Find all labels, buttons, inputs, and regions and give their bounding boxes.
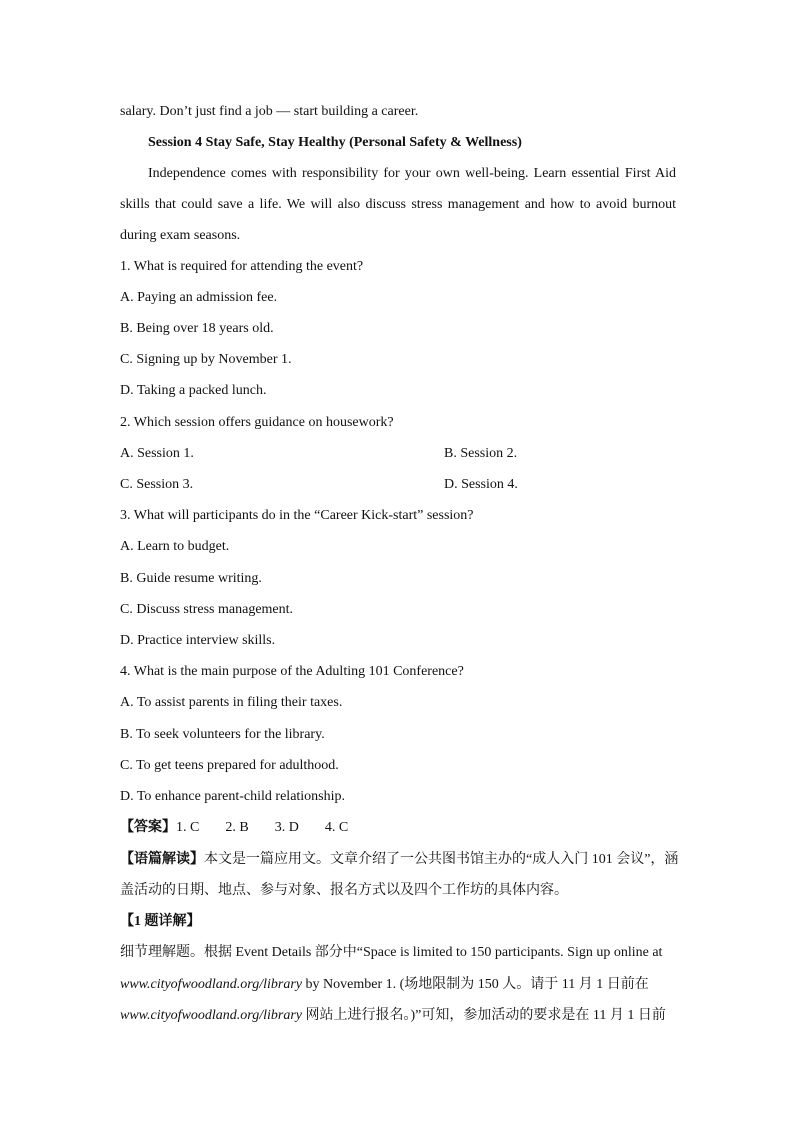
session4-text-line: skills that could save a life. We will also discuss stress management and how to avoid burnout xyxy=(120,197,676,212)
question-stem: 2. Which session offers guidance on housework? xyxy=(120,415,394,430)
interpretation-line xyxy=(120,850,679,870)
answer-key xyxy=(120,818,676,838)
detail-text-line: 细节理解题。根据 Event Details 部分中“Space is limited to 150 participants. Sign up online at xyxy=(120,945,663,960)
option-b: B. Guide resume writing. xyxy=(120,571,262,586)
option-a: A. Paying an admission fee. xyxy=(120,290,278,305)
session4-heading: Session 4 Stay Safe, Stay Healthy (Personal Safety & Wellness) xyxy=(148,135,522,150)
session4-text-line: Independence comes with responsibility for your own well-being. Learn essential First Aid xyxy=(148,166,676,181)
detail-text: 网站上进行报名。)”可知，参加活动的要求是在 11 月 1 日前 xyxy=(302,1008,666,1023)
option-d: D. Practice interview skills. xyxy=(120,633,276,648)
intro-tail-text: salary. Don’t just find a job — start building a career. xyxy=(120,104,419,119)
question-stem: 1. What is required for attending the event? xyxy=(120,259,364,274)
option-row xyxy=(120,444,676,464)
option-a: A. Session 1. xyxy=(120,446,194,461)
session4-text-line: during exam seasons. xyxy=(120,228,241,243)
library-url-link: www.cityofwoodland.org/library xyxy=(120,1008,303,1023)
option-b: B. To seek volunteers for the library. xyxy=(120,727,325,742)
option-d: D. To enhance parent-child relationship. xyxy=(120,789,346,804)
option-b: B. Session 2. xyxy=(444,446,518,461)
option-row xyxy=(120,475,676,495)
option-a: A. Learn to budget. xyxy=(120,539,230,554)
option-c: C. Discuss stress management. xyxy=(120,602,294,617)
interpretation-text: 盖活动的日期、地点、参与对象、报名方式以及四个工作坊的具体内容。 xyxy=(120,883,568,898)
option-c: C. Signing up by November 1. xyxy=(120,352,292,367)
interpretation-label: 【语篇解读】 xyxy=(120,852,204,867)
option-d: D. Session 4. xyxy=(444,477,518,492)
interpretation-text: 本文是一篇应用文。文章介绍了一公共图书馆主办的“成人入门 101 会议”，涵 xyxy=(204,852,679,867)
answer-label: 【答案】 xyxy=(120,820,176,835)
library-url-link: www.cityofwoodland.org/library xyxy=(120,977,303,992)
detail-text-line xyxy=(120,1006,676,1026)
detail-label: 【1 题详解】 xyxy=(120,914,201,929)
option-d: D. Taking a packed lunch. xyxy=(120,383,267,398)
answer-item: 2. B xyxy=(225,820,249,835)
detail-text-line xyxy=(120,975,676,995)
option-c: C. Session 3. xyxy=(120,477,194,492)
question-stem: 3. What will participants do in the “Career Kick-start” session? xyxy=(120,508,474,523)
option-b: B. Being over 18 years old. xyxy=(120,321,274,336)
answer-item: 1. C xyxy=(176,820,200,835)
option-a: A. To assist parents in filing their taxes. xyxy=(120,695,343,710)
answer-item: 3. D xyxy=(274,820,299,835)
answer-item: 4. C xyxy=(324,820,349,835)
question-stem: 4. What is the main purpose of the Adulting 101 Conference? xyxy=(120,664,464,679)
detail-text: by November 1. (场地限制为 150 人。请于 11 月 1 日前在 xyxy=(302,977,649,992)
option-c: C. To get teens prepared for adulthood. xyxy=(120,758,339,773)
